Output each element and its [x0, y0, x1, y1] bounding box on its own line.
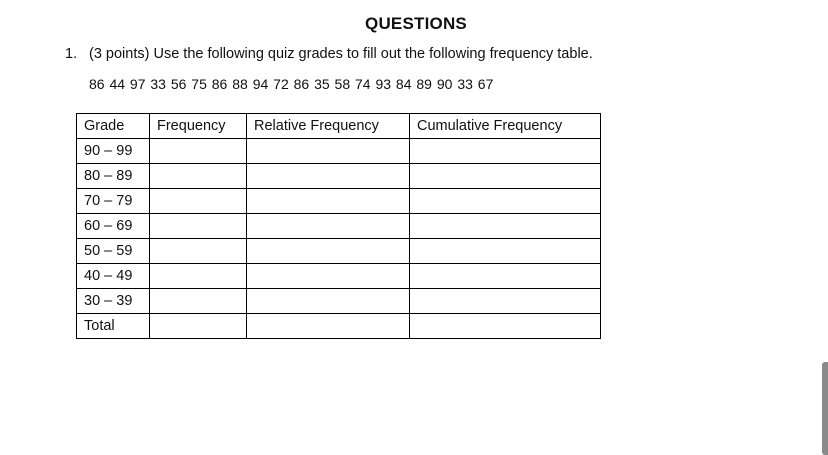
grade-cell: 80 – 89 [77, 164, 150, 189]
table-header-row [77, 114, 601, 139]
relative-frequency-cell[interactable] [247, 164, 410, 189]
table-row [77, 189, 601, 214]
question-number: 1. [65, 46, 78, 62]
quiz-grades-list: 86 44 97 33 56 75 86 88 94 72 86 35 58 74 93 84 89 90 33 67 [89, 76, 494, 92]
relative-frequency-cell[interactable] [247, 264, 410, 289]
grade-cell: 90 – 99 [77, 139, 150, 164]
grade-cell: 30 – 39 [77, 289, 150, 314]
table-row [77, 289, 601, 314]
cumulative-frequency-cell[interactable] [410, 289, 601, 314]
cumulative-frequency-cell[interactable] [410, 214, 601, 239]
relative-frequency-cell[interactable] [247, 214, 410, 239]
grade-cell: 40 – 49 [77, 264, 150, 289]
relative-frequency-cell[interactable] [247, 289, 410, 314]
grade-cell: Total [77, 314, 150, 339]
relative-frequency-cell[interactable] [247, 314, 410, 339]
table-row [77, 214, 601, 239]
cumulative-frequency-cell[interactable] [410, 139, 601, 164]
cumulative-frequency-cell[interactable] [410, 314, 601, 339]
frequency-cell[interactable] [150, 239, 247, 264]
cumulative-frequency-cell[interactable] [410, 239, 601, 264]
frequency-cell[interactable] [150, 189, 247, 214]
page-heading: QUESTIONS [365, 14, 467, 33]
table-row-total [77, 314, 601, 339]
frequency-cell[interactable] [150, 139, 247, 164]
grade-cell: 60 – 69 [77, 214, 150, 239]
header-cumulative-frequency: Cumulative Frequency [410, 114, 601, 139]
frequency-cell[interactable] [150, 314, 247, 339]
table-row [77, 139, 601, 164]
header-frequency: Frequency [150, 114, 247, 139]
relative-frequency-cell[interactable] [247, 239, 410, 264]
frequency-cell[interactable] [150, 214, 247, 239]
header-grade: Grade [77, 114, 150, 139]
header-relative-frequency: Relative Frequency [247, 114, 410, 139]
table-row [77, 264, 601, 289]
relative-frequency-cell[interactable] [247, 189, 410, 214]
grade-cell: 50 – 59 [77, 239, 150, 264]
cumulative-frequency-cell[interactable] [410, 189, 601, 214]
cumulative-frequency-cell[interactable] [410, 164, 601, 189]
relative-frequency-cell[interactable] [247, 139, 410, 164]
frequency-cell[interactable] [150, 289, 247, 314]
table-row [77, 164, 601, 189]
table-row [77, 239, 601, 264]
frequency-cell[interactable] [150, 264, 247, 289]
frequency-table [76, 113, 601, 339]
vertical-scrollbar[interactable] [822, 362, 828, 455]
frequency-cell[interactable] [150, 164, 247, 189]
cumulative-frequency-cell[interactable] [410, 264, 601, 289]
question-1 [65, 46, 593, 62]
grade-cell: 70 – 79 [77, 189, 150, 214]
question-text: (3 points) Use the following quiz grades to fill out the following frequency table. [89, 46, 593, 62]
